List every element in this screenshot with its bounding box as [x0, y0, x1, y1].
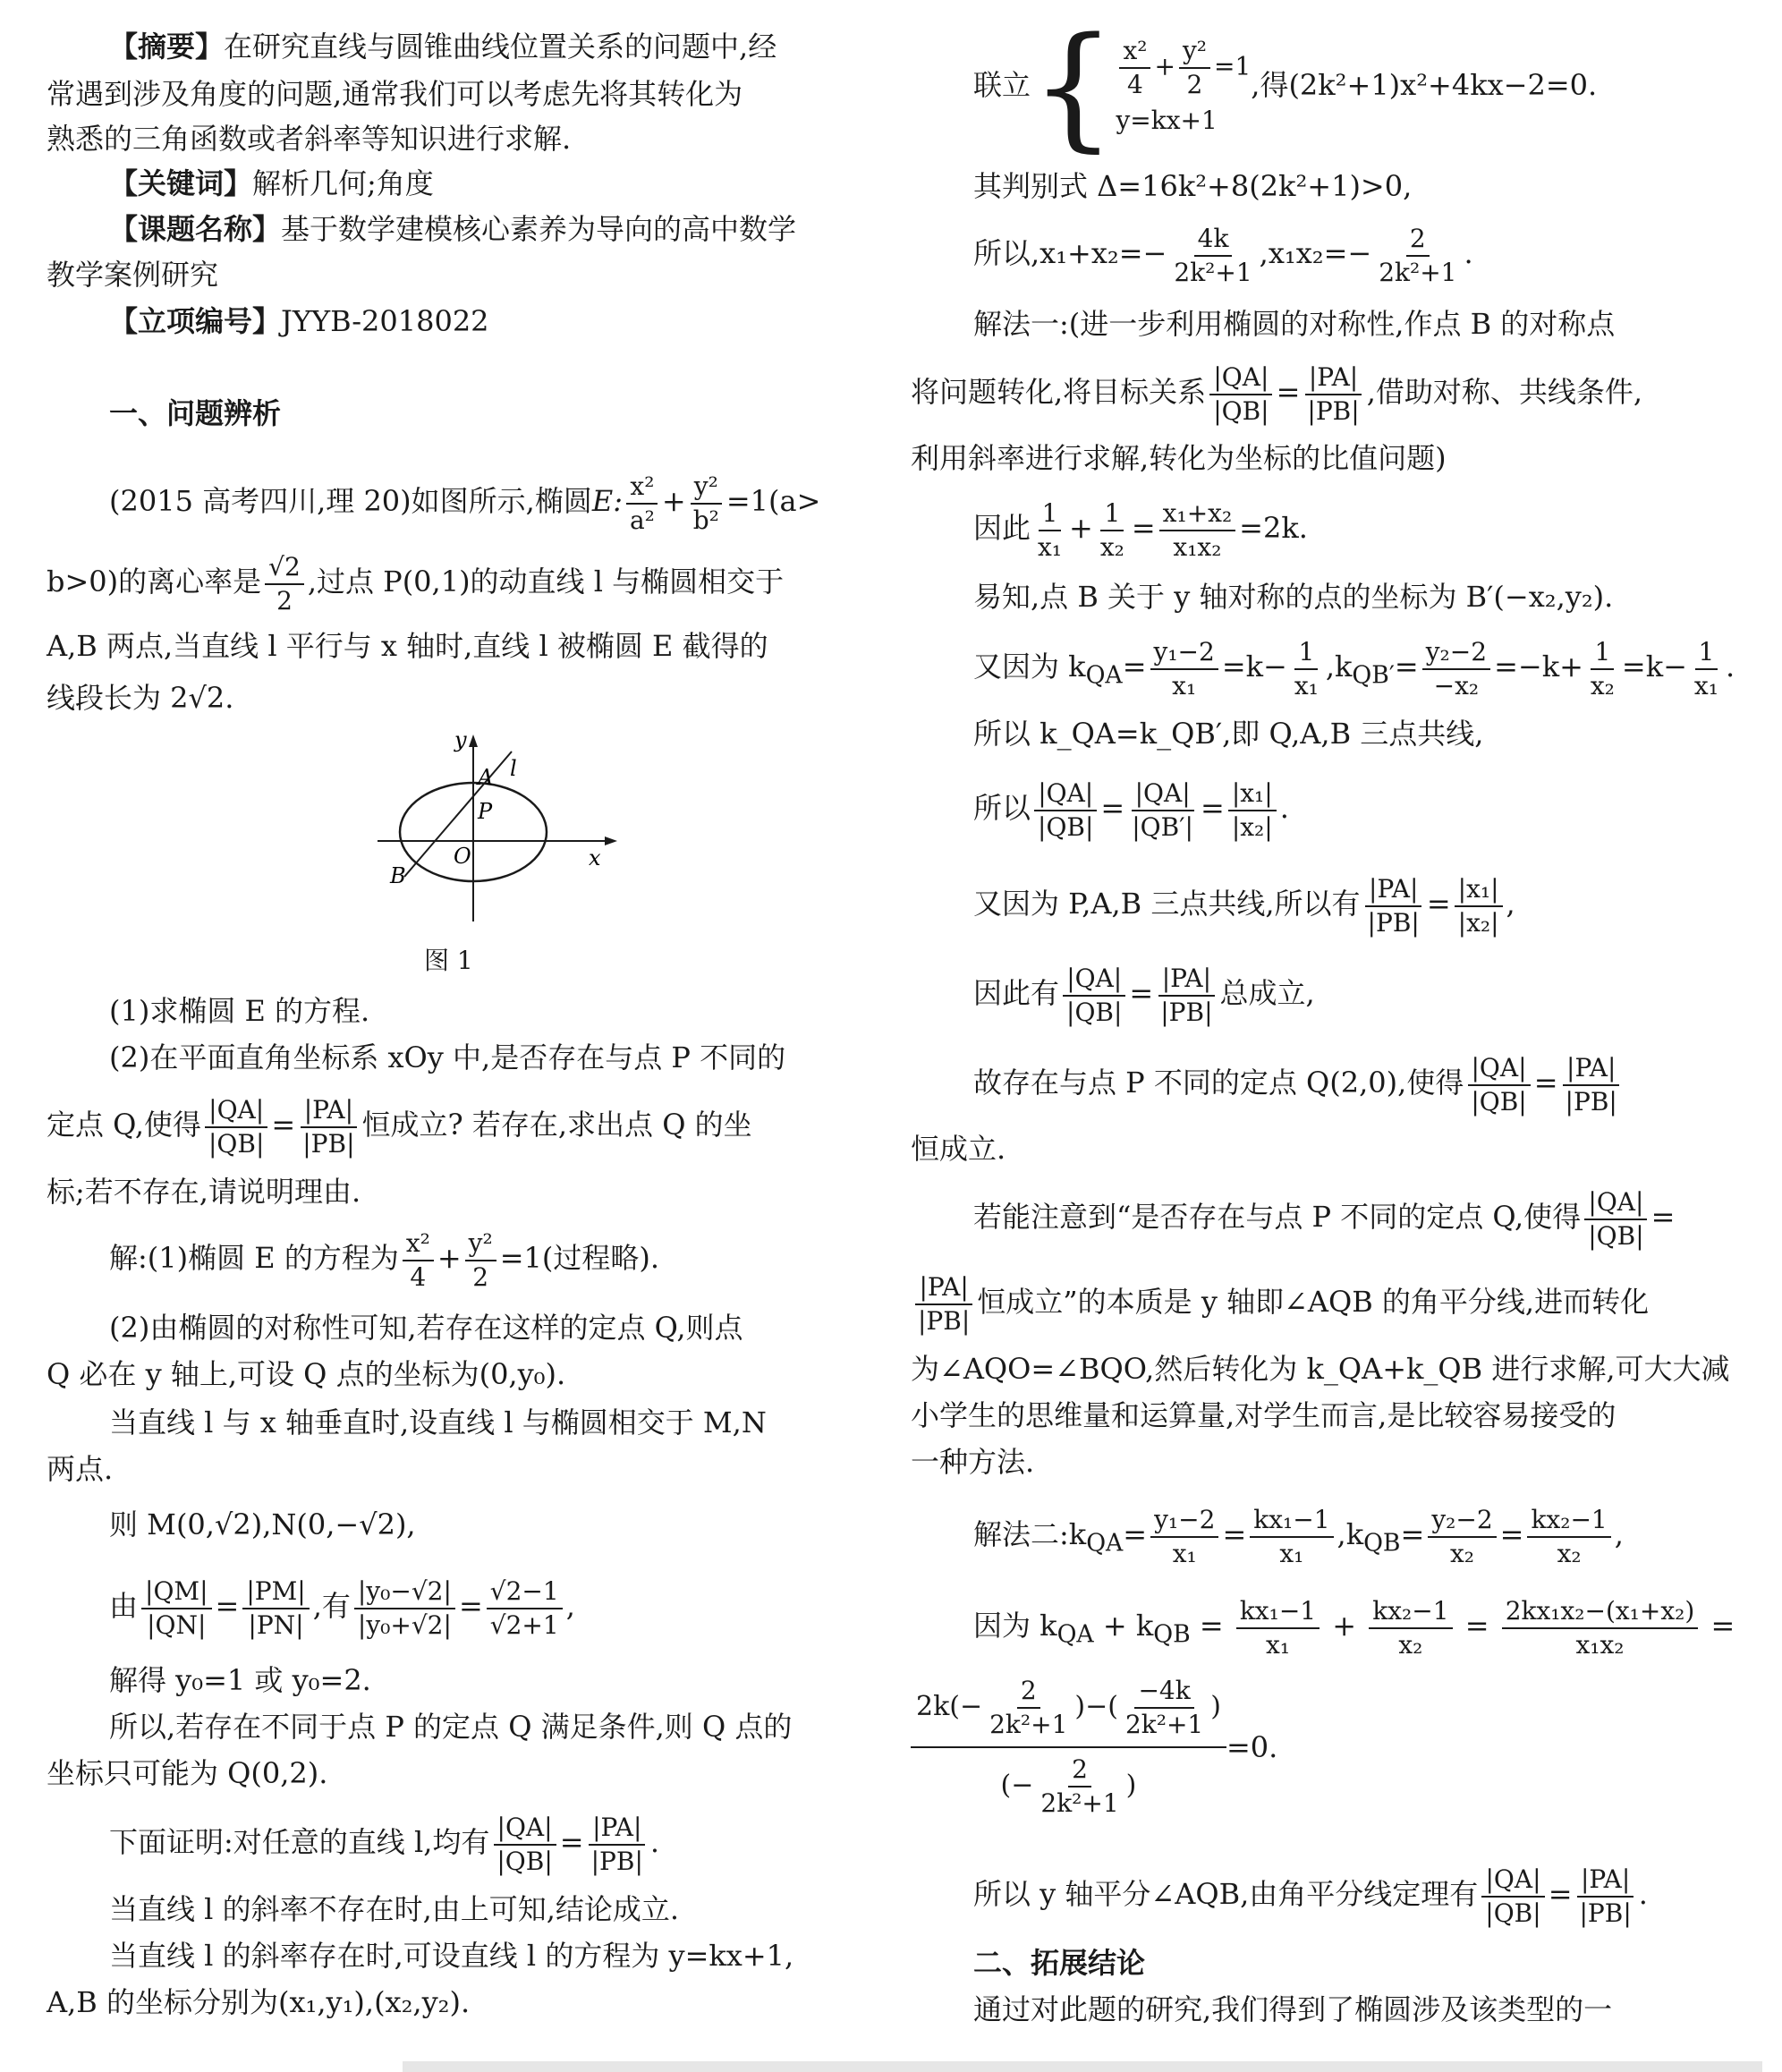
- sub-qa: QA: [1085, 661, 1123, 690]
- project-id-line: [109, 301, 489, 341]
- method-1-line-10: 因此有 $\frac{|QA|}{|QB|}$ = $\frac{|PA|}{|PB|}$ 总成立,: [973, 963, 1315, 1027]
- frac-den: 2k²+1: [1174, 257, 1252, 287]
- method-2-text-4a: 所以 y 轴平分∠AQB,由角平分线定理有: [973, 1877, 1479, 1911]
- compound-num-mid: )−(: [1074, 1691, 1118, 1722]
- solution-1-tail: =1(过程略).: [499, 1241, 660, 1275]
- method-1-text-8a: 所以: [973, 791, 1031, 825]
- slope-text-6: .: [1725, 650, 1735, 684]
- frac-num: y²: [1179, 35, 1210, 69]
- label-y: y: [454, 729, 467, 752]
- method-2-text-2a: 因为 k: [973, 1609, 1057, 1643]
- frac-num: y₁−2: [1150, 636, 1218, 670]
- frac-num: |QA|: [1584, 1186, 1647, 1220]
- frac-x2-4: [1119, 35, 1150, 101]
- frac-y2m2-x2: [1428, 1504, 1496, 1570]
- question-2-text-2: 恒成立? 若存在,求出点 Q 的坐: [361, 1108, 752, 1142]
- frac-num: 1: [1100, 497, 1124, 531]
- frac-y2-2: [1179, 35, 1210, 101]
- question-2-line-2: 定点 Q,使得 $\frac{|QA|}{|QB|}$ = $\frac{|PA|}{|PB|}$ 恒成立? 若存在,求出点 Q 的坐: [47, 1094, 752, 1159]
- method-2-line-2: [973, 1585, 1735, 1675]
- method-2-text-2f: =: [1710, 1609, 1735, 1643]
- frac-pa-pb: [914, 1271, 973, 1337]
- frac-den: 2: [1186, 69, 1203, 99]
- method-2-text-4b: .: [1638, 1877, 1648, 1911]
- frac-num: 4k: [1194, 223, 1233, 257]
- frac-den: x₂: [1099, 531, 1124, 562]
- discriminant-line: 其判别式 Δ=16k²+8(2k²+1)>0,: [973, 169, 1413, 203]
- method-1-line-7: 所以 k_QA=k_QB′,即 Q,A,B 三点共线,: [973, 717, 1484, 751]
- method-1-text-4b: =2k.: [1239, 511, 1308, 545]
- frac-num: kx₁−1: [1236, 1595, 1320, 1629]
- note-line-5: 一种方法.: [911, 1445, 1035, 1479]
- sub-qa: QA: [1086, 1529, 1124, 1558]
- frac-num: |PM|: [242, 1575, 309, 1609]
- vieta-text-1: 所以,x₁+x₂=−: [973, 236, 1167, 270]
- frac-den: |x₂|: [1457, 907, 1499, 938]
- frac-den: |QB|: [1471, 1086, 1527, 1117]
- frac-den: x₁x₂: [1173, 531, 1222, 562]
- frac-num: x₁+x₂: [1159, 497, 1236, 531]
- frac-den: x₁: [1172, 670, 1197, 701]
- frac-den: x₁: [1693, 670, 1718, 701]
- frac-den: |QB|: [1066, 997, 1123, 1027]
- frac-den: 2: [276, 585, 293, 616]
- vieta-line: [973, 213, 1473, 293]
- frac-sqrt2: [487, 1575, 563, 1642]
- id-text: JYYB-2018022: [281, 304, 489, 338]
- frac-den: |QB|: [1038, 811, 1094, 842]
- frac-den: a²: [629, 505, 655, 535]
- frac-ax1-ax2: [1455, 873, 1503, 939]
- compound-tail: =0.: [1226, 1730, 1278, 1764]
- frac-den: |QB|: [1588, 1220, 1644, 1251]
- method-2-line-1: 解法二$:k_{QA}=$ $\frac{\text{y₁−2}}{\text{x₁}}$ = $\frac{\text{kx₁−1}}{\text{x₁}}$ $,k_{QB}=$ $\frac{\text{y₂−2}}{\text{x₂}}$ = $\frac{\text{kx₂−1}}{\text{x₂}}$ ,: [973, 1504, 1624, 1568]
- question-2-line-1: (2)在平面直角坐标系 xOy 中,是否存在与点 P 不同的: [109, 1040, 786, 1074]
- problem-line-1: (2015 高考四川,理 20)如图所示,椭圆E: $\frac{\text{x²}}{\text{a²}}$ + $\frac{\text{y²}}{\text{b²}}$ =1(a>: [109, 471, 821, 535]
- note-line-3: 为∠AQO=∠BQO,然后转化为 k_QA+k_QB 进行求解,可大大减: [911, 1352, 1730, 1386]
- method-1-line-2: 将问题转化,将目标关系 $\frac{|QA|}{|QB|}$ = $\frac{|PA|}{|PB|}$ ,借助对称、共线条件,: [911, 361, 1643, 426]
- method-1-line-12: 恒成立.: [911, 1132, 1006, 1166]
- frac-den: |PB|: [1579, 1898, 1632, 1928]
- slope-text-1: 又因为 k: [973, 650, 1086, 684]
- frac-den: −x₂: [1433, 670, 1480, 701]
- frac-qa-qb: [205, 1094, 267, 1160]
- note-line-4: 小学生的思维量和运算量,对学生而言,是比较容易接受的: [911, 1398, 1617, 1432]
- frac-den: 4: [1127, 69, 1143, 99]
- frac-num: |PA|: [589, 1812, 645, 1846]
- method-1-text-9a: 又因为 P,A,B 三点共线,所以有: [973, 887, 1361, 921]
- frac-num: |PA|: [1577, 1864, 1634, 1898]
- sub-qb: QB: [1153, 1620, 1191, 1649]
- slope-text-5: =k−: [1621, 650, 1687, 684]
- method-1-text-10b: 总成立,: [1219, 976, 1315, 1010]
- frac-qa-qb: [493, 1812, 556, 1878]
- method-2-text-2b: + k: [1093, 1609, 1154, 1643]
- frac-kx2m1-x2: [1369, 1595, 1452, 1661]
- proof-line-3: 当直线 l 的斜率存在时,可设直线 l 的方程为 y=kx+1,: [109, 1939, 794, 1973]
- label-o: O: [454, 844, 471, 869]
- frac-num: √2: [265, 551, 304, 585]
- frac-den: |QB|: [1213, 395, 1269, 426]
- frac-num: y²: [465, 1227, 496, 1261]
- frac-num: |y₀−√2|: [354, 1575, 455, 1609]
- problem-text-1a: (2015 高考四川,理 20)如图所示,椭圆: [109, 484, 592, 518]
- frac-den: 2: [472, 1261, 489, 1292]
- frac-sum-prod: [1159, 497, 1236, 564]
- frac-1-x1: [1691, 636, 1722, 702]
- frac-den: |PB|: [1160, 997, 1213, 1027]
- project-line-2: 教学案例研究: [47, 258, 219, 292]
- proof-line-2: 当直线 l 的斜率不存在时,由上可知,结论成立.: [109, 1892, 680, 1926]
- method-1-text-10a: 因此有: [973, 976, 1060, 1010]
- figure-1-ellipse: [378, 729, 628, 926]
- frac-num: √2−1: [487, 1575, 563, 1609]
- frac-num: |PA|: [915, 1271, 972, 1305]
- vieta-end: .: [1464, 236, 1473, 270]
- frac-y2-b2: [690, 471, 723, 537]
- frac-num: 1: [1695, 636, 1718, 670]
- frac-den: |x₂|: [1231, 811, 1273, 842]
- frac-pa-pb: [1364, 873, 1423, 939]
- keywords-text: 解析几何;角度: [252, 166, 434, 200]
- keywords-label: 【关键词】: [109, 166, 253, 200]
- frac-den: x₁: [1172, 1538, 1197, 1568]
- frac-num: |PA|: [1365, 873, 1421, 907]
- frac-num: |QA|: [1132, 777, 1194, 811]
- frac-pa-pb: [1303, 361, 1362, 428]
- method-1-line-11: 故存在与点 P 不同的定点 Q(2,0),使得 $\frac{|QA|}{|QB|}$ = $\frac{|PA|}{|PB|}$: [973, 1042, 1625, 1123]
- frac-kx1m1-x1: [1236, 1595, 1320, 1661]
- frac-num: |QA|: [205, 1094, 267, 1128]
- problem-text-2b: ,过点 P(0,1)的动直线 l 与椭圆相交于: [307, 565, 785, 599]
- frac-x2-4: [403, 1227, 434, 1294]
- frac-qa-qb: [1481, 1864, 1544, 1930]
- frac-qa-qb: [1584, 1186, 1647, 1253]
- method-1-line-5: 易知,点 B 关于 y 轴对称的点的坐标为 B′(−x₂,y₂).: [973, 580, 1614, 614]
- question-2-text-1: 定点 Q,使得: [47, 1108, 201, 1142]
- frac-num: |QA|: [1063, 963, 1125, 997]
- method-1-line-1: 解法一:(进一步利用椭圆的对称性,作点 B 的对称点: [973, 307, 1616, 341]
- frac-den: |QB|: [1485, 1898, 1541, 1928]
- compound-den-left: (−: [1000, 1770, 1034, 1801]
- frac-y2-2: [465, 1227, 496, 1294]
- frac-den: |QB|: [208, 1128, 265, 1159]
- frac-num: y²: [691, 471, 722, 505]
- method-1-line-3: 利用斜率进行求解,转化为坐标的比值问题): [911, 441, 1447, 475]
- solution-2-line-6: 由 $\frac{|QM|}{|QN|}$ = $\frac{|PM|}{|PN|}$ ,有 $\frac{\text{|y₀−√2|}}{\text{|y₀+√2|}}$ = $\frac{√2-1}{√2+1}$ ,: [109, 1575, 575, 1640]
- frac-den: b²: [692, 505, 719, 535]
- frac-num: kx₂−1: [1527, 1504, 1610, 1538]
- system-result: ,得(2k²+1)x²+4kx−2=0.: [1251, 68, 1598, 102]
- frac-num: |PA|: [1158, 963, 1215, 997]
- frac-pm-pn: [242, 1575, 309, 1642]
- frac-den: x₂: [1398, 1629, 1423, 1660]
- problem-line-4: 线段长为 2√2.: [47, 681, 234, 715]
- section-heading-2: 二、拓展结论: [973, 1946, 1146, 1980]
- frac-num: 2: [1068, 1754, 1091, 1788]
- method-2-text-2c: =: [1190, 1609, 1224, 1643]
- label-p: P: [478, 799, 493, 824]
- frac-pa-pb: [588, 1812, 647, 1878]
- label-a: A: [478, 765, 494, 790]
- note-line-1: 若能注意到“是否存在与点 P 不同的定点 Q,使得 $\frac{|QA|}{|QB|}$ =: [973, 1186, 1676, 1251]
- proof-line-4: A,B 的坐标分别为(x₁,y₁),(x₂,y₂).: [47, 1985, 471, 2019]
- method-1-line-9: 又因为 P,A,B 三点共线,所以有 $\frac{|PA|}{|PB|}$ = $\frac{\text{|x₁|}}{\text{|x₂|}}$ ,: [973, 873, 1515, 938]
- compound-denominator: [996, 1748, 1142, 1820]
- proof-text-1: 下面证明:对任意的直线 l,均有: [109, 1825, 490, 1859]
- ellipse-name: E:: [591, 484, 623, 518]
- frac-pa-pb: [1562, 1052, 1621, 1118]
- method-2-text-1c: ,: [1614, 1517, 1624, 1551]
- solution-2-text-6c: ,: [565, 1589, 575, 1623]
- frac-den: 2k²+1: [1040, 1788, 1119, 1818]
- solution-2-line-2: Q 必在 y 轴上,可设 Q 点的坐标为(0,y₀).: [47, 1357, 566, 1391]
- frac-den: |PB|: [1367, 907, 1420, 938]
- frac-num: x²: [626, 471, 658, 505]
- frac-y1m2-x1: [1150, 636, 1218, 702]
- frac-pa-pb: [299, 1094, 358, 1160]
- solution-2-line-1: (2)由椭圆的对称性可知,若存在这样的定点 Q,则点: [109, 1311, 743, 1345]
- method-2-text-2d: +: [1332, 1609, 1357, 1643]
- solution-2-line-7: 解得 y₀=1 或 y₀=2.: [109, 1663, 371, 1697]
- frac-den: |PB|: [1307, 395, 1360, 426]
- problem-text-2a: b>0)的离心率是: [47, 565, 262, 599]
- frac-den: 2k²+1: [989, 1710, 1068, 1739]
- frac-m4k-den: [1122, 1675, 1207, 1741]
- proof-line-1: 下面证明:对任意的直线 l,均有 $\frac{|QA|}{|QB|}$ = $\frac{|PA|}{|PB|}$ .: [109, 1812, 660, 1876]
- frac-den: 2k²+1: [1379, 257, 1457, 287]
- frac-1-x2: [1587, 636, 1618, 702]
- frac-den: √2+1: [489, 1609, 559, 1640]
- frac-num: |x₁|: [1455, 873, 1503, 907]
- frac-den: |PB|: [1565, 1086, 1617, 1117]
- note-line-2: [911, 1261, 1649, 1342]
- frac-num: kx₂−1: [1369, 1595, 1452, 1629]
- frac-1-x1: [1034, 497, 1065, 564]
- frac-2-den: [986, 1675, 1071, 1741]
- frac-2-den: [1037, 1754, 1122, 1820]
- compound-fraction: [911, 1675, 1277, 1820]
- frac-den: x₁: [1279, 1538, 1304, 1568]
- frac-kx2m1-x2: [1527, 1504, 1610, 1570]
- system-label: 联立: [973, 68, 1031, 102]
- frac-2: [1375, 223, 1460, 289]
- question-1: (1)求椭圆 E 的方程.: [109, 994, 370, 1028]
- frac-den: |PN|: [248, 1609, 304, 1640]
- compound-num-left: 2k(−: [916, 1691, 983, 1722]
- frac-den: |PB|: [590, 1846, 643, 1876]
- frac-den: |QN|: [147, 1609, 207, 1640]
- figure-caption: 图 1: [424, 946, 473, 975]
- frac-y0: [354, 1575, 455, 1642]
- frac-num: x²: [1119, 35, 1150, 69]
- frac-num: |QA|: [494, 1812, 556, 1846]
- frac-y2m2-mx2: [1422, 636, 1490, 702]
- sub-qbp: QB′: [1352, 661, 1395, 690]
- method-1-line-8: 所以 $\frac{|QA|}{|QB|}$ = $\frac{|QA|}{|QB'|}$ = $\frac{\text{|x₁|}}{\text{|x₂|}}$ .: [973, 777, 1289, 842]
- abstract-line-1: [109, 27, 776, 66]
- frac-den: x₁: [1265, 1629, 1290, 1660]
- solution-2-line-4: 两点.: [47, 1452, 114, 1486]
- note-text-1: 若能注意到“是否存在与点 P 不同的定点 Q,使得: [973, 1200, 1582, 1234]
- solution-2-line-8: 所以,若存在不同于点 P 的定点 Q 满足条件,则 Q 点的: [109, 1710, 793, 1744]
- frac-num: |PA|: [1563, 1052, 1619, 1086]
- frac-bignum: [1502, 1595, 1699, 1661]
- frac-den: x₁: [1294, 670, 1319, 701]
- method-2-text-1b: ,k: [1336, 1517, 1364, 1551]
- frac-num: y₂−2: [1428, 1504, 1496, 1538]
- problem-line-2: [47, 541, 784, 622]
- extension-line-1: 通过对此题的研究,我们得到了椭圆涉及该类型的一: [973, 1992, 1613, 2026]
- project-text-1: 基于数学建模核心素养为导向的高中数学: [281, 212, 797, 246]
- compound-fraction-body: [911, 1675, 1226, 1820]
- frac-qm-qn: [141, 1575, 212, 1642]
- frac-qa-qb: [1467, 1052, 1530, 1118]
- frac-num: y₁−2: [1150, 1504, 1218, 1538]
- frac-num: x²: [403, 1227, 434, 1261]
- solution-1-line: 解:(1)椭圆 E 的方程为 $\frac{\text{x²}}{4}$ + $\frac{\text{y²}}{2}$ =1(过程略).: [109, 1227, 660, 1292]
- frac-den: |y₀+√2|: [357, 1609, 452, 1640]
- method-1-text-11: 故存在与点 P 不同的定点 Q(2,0),使得: [973, 1066, 1464, 1100]
- frac-den: x₂: [1590, 670, 1615, 701]
- compound-numerator: [911, 1675, 1226, 1748]
- frac-num: |QA|: [1468, 1052, 1531, 1086]
- frac-den: 2k²+1: [1124, 1710, 1204, 1739]
- method-1-line-4: 因此 $\frac{1}{\text{x₁}}$ + $\frac{1}{\text{x₂}}$ = $\frac{\text{x₁+x₂}}{\text{x₁x₂}}$ =2k.: [973, 497, 1308, 562]
- frac-pa-pb: [1157, 963, 1216, 1029]
- method-1-text-4a: 因此: [973, 511, 1031, 545]
- system-eq-1: $\frac{\text{x²}}{4}$ + $\frac{\text{y²}}{2}$ =1: [1116, 35, 1251, 101]
- slope-text-2: =k−: [1221, 650, 1287, 684]
- method-1-text-8b: .: [1279, 791, 1289, 825]
- frac-qa-qb: [1209, 361, 1272, 428]
- system-equations: [1116, 35, 1251, 140]
- frac-num: 1: [1039, 497, 1062, 531]
- problem-text-1b: =1(a>: [726, 484, 821, 518]
- slope-text-4: =−k+: [1494, 650, 1583, 684]
- system-eq-1-tail: =1: [1213, 51, 1252, 81]
- vieta-text-2: ,x₁x₂=−: [1259, 236, 1372, 270]
- frac-num: |QA|: [1209, 361, 1272, 395]
- frac-num: 1: [1294, 636, 1318, 670]
- frac-y1m2-x1: [1150, 1504, 1218, 1570]
- method-1-line-6: 又因为 $k_{QA}=$ $\frac{\text{y₁−2}}{\text{x₁}}$ =k− $\frac{1}{\text{x₁}}$ $,k_{QB'}=$ $\frac{\text{y₂−2}}{\text{−x₂}}$ =−k+ $\frac{1}{\text{x₂}}$ =k− $\frac{1}{\text{x₁}}$ .: [973, 636, 1735, 701]
- frac-den: |QB′|: [1132, 811, 1193, 842]
- method-1-text-2b: ,借助对称、共线条件,: [1366, 375, 1643, 409]
- abstract-label: 【摘要】: [109, 30, 225, 64]
- method-2-text-2e: =: [1464, 1609, 1489, 1643]
- frac-num: 2: [1017, 1675, 1040, 1709]
- label-l: l: [510, 756, 517, 781]
- frac-qa-qb: [1063, 963, 1125, 1029]
- frac-den: |QB|: [496, 1846, 553, 1876]
- label-b: B: [390, 863, 406, 888]
- frac-num: −4k: [1134, 1675, 1193, 1709]
- frac-num: 1: [1591, 636, 1614, 670]
- solution-2-line-3: 当直线 l 与 x 轴垂直时,设直线 l 与椭圆相交于 M,N: [109, 1405, 767, 1439]
- method-2-text-1a: 解法二:k: [973, 1517, 1087, 1551]
- sub-qb: QB: [1363, 1529, 1401, 1558]
- frac-ax1-ax2: [1228, 777, 1277, 844]
- slope-text-3: ,k: [1325, 650, 1353, 684]
- solution-2-text-6b: ,有: [312, 1589, 351, 1623]
- project-label: 【课题名称】: [109, 212, 282, 246]
- system-line: [973, 9, 1598, 166]
- label-x: x: [589, 845, 601, 870]
- y-axis-arrow: [469, 735, 478, 747]
- frac-sqrt2-2: [265, 551, 304, 617]
- frac-num: |x₁|: [1228, 777, 1277, 811]
- method-1-text-9b: ,: [1506, 887, 1515, 921]
- frac-1-x2: [1097, 497, 1128, 564]
- frac-kx1m1-x1: [1250, 1504, 1333, 1570]
- solution-2-line-9: 坐标只可能为 Q(0,2).: [47, 1756, 328, 1790]
- frac-den: x₁: [1038, 531, 1063, 562]
- frac-num: y₂−2: [1422, 636, 1490, 670]
- abstract-line-3: 熟悉的三角函数或者斜率等知识进行求解.: [47, 122, 572, 156]
- frac-qa-qb: [1034, 777, 1097, 844]
- frac-num: |PA|: [1305, 361, 1362, 395]
- compound-num-right: ): [1210, 1691, 1221, 1722]
- system-eq-2: y=kx+1: [1116, 105, 1218, 135]
- abstract-text-1: 在研究直线与圆锥曲线位置关系的问题中,经: [224, 30, 777, 64]
- frac-num: |QA|: [1034, 777, 1097, 811]
- question-2-line-3: 标;若不存在,请说明理由.: [47, 1175, 361, 1209]
- frac-num: |QM|: [141, 1575, 212, 1609]
- frac-4k: [1170, 223, 1255, 289]
- frac-num: kx₁−1: [1250, 1504, 1333, 1538]
- note-text-2: 恒成立”的本质是 y 轴即∠AQB 的角平分线,进而转化: [977, 1285, 1650, 1319]
- frac-den: 4: [410, 1261, 427, 1292]
- frac-num: 2: [1406, 223, 1430, 257]
- project-line-1: [109, 209, 796, 249]
- frac-den: x₁x₂: [1575, 1629, 1625, 1660]
- frac-den: x₂: [1557, 1538, 1582, 1568]
- method-2-line-4: 所以 y 轴平分∠AQB,由角平分线定理有 $\frac{|QA|}{|QB|}$ = $\frac{|PA|}{|PB|}$ .: [973, 1864, 1648, 1928]
- frac-den: |PB|: [918, 1305, 971, 1336]
- frac-x2-a2: [626, 471, 658, 537]
- frac-qa-qbp: [1128, 777, 1197, 844]
- frac-num: |PA|: [301, 1094, 357, 1128]
- frac-pa-pb: [1576, 1864, 1635, 1930]
- problem-line-3: A,B 两点,当直线 l 平行与 x 轴时,直线 l 被椭圆 E 截得的: [47, 629, 768, 663]
- compound-den-right: ): [1125, 1770, 1137, 1801]
- solution-2-line-5: 则 M(0,√2),N(0,−√2),: [109, 1507, 416, 1541]
- method-1-text-2a: 将问题转化,将目标关系: [911, 375, 1207, 409]
- frac-num: |QA|: [1481, 1864, 1544, 1898]
- x-axis-arrow: [605, 836, 617, 845]
- system-brace: {: [1031, 9, 1116, 166]
- section-heading-1: 一、问题辨析: [109, 396, 282, 430]
- frac-den: |PB|: [302, 1128, 355, 1159]
- keywords-line: [109, 164, 434, 203]
- solution-1-text: 解:(1)椭圆 E 的方程为: [109, 1241, 399, 1275]
- frac-num: 2kx₁x₂−(x₁+x₂): [1502, 1595, 1699, 1629]
- frac-den: x₂: [1450, 1538, 1475, 1568]
- solution-2-text-6a: 由: [109, 1589, 139, 1623]
- sub-qa: QA: [1056, 1620, 1094, 1649]
- frac-1-x1: [1291, 636, 1322, 702]
- abstract-line-2: 常遇到涉及角度的问题,通常我们可以考虑先将其转化为: [47, 77, 743, 111]
- page-bottom-bar: [403, 2061, 1762, 2072]
- id-label: 【立项编号】: [109, 304, 282, 338]
